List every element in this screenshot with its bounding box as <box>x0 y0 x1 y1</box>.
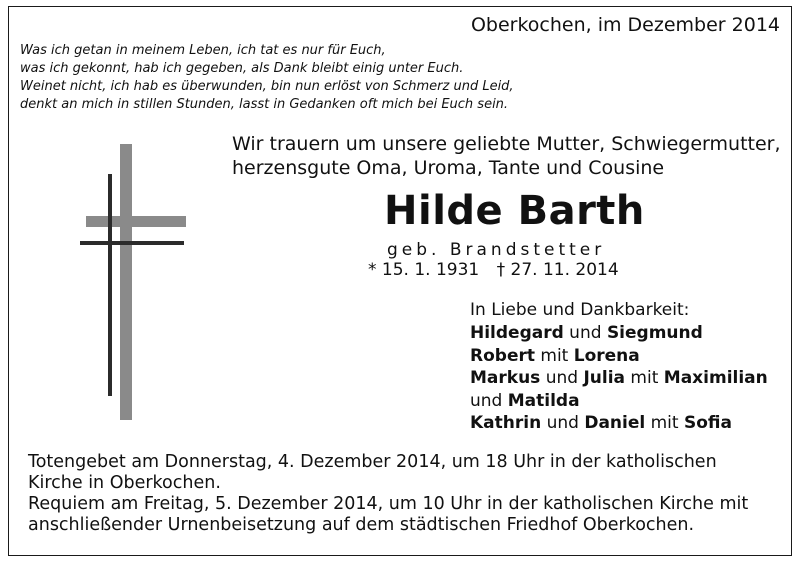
mourner-line <box>470 390 768 413</box>
mourner-name: Maximilian <box>663 368 768 388</box>
mourner-name: Lorena <box>573 345 640 366</box>
service-line: Requiem am Freitag, 5. Dezember 2014, um 10 Uhr in der katholischen Kirche mit <box>28 494 749 514</box>
intro-line: Wir trauern um unsere geliebte Mutter, Schwiegermutter, <box>232 133 781 155</box>
mourner-connector: und <box>563 323 607 343</box>
mourner-connector: und <box>541 413 585 433</box>
poem-line: Was ich getan in meinem Leben, ich tat es nur für Euch, <box>20 43 386 58</box>
mourner-name: Kathrin <box>470 413 542 433</box>
mourner-line <box>470 322 768 345</box>
service-info <box>28 452 748 536</box>
poem-line: denkt an mich in stillen Stunden, lasst in Gedanken oft mich bei Euch sein. <box>20 97 509 112</box>
mourner-line <box>470 367 768 390</box>
deceased-name: Hilde Barth <box>384 188 645 234</box>
mourner-connector: und <box>470 390 508 411</box>
mourner-name: Daniel <box>584 413 646 433</box>
mourner-connector: mit <box>645 413 684 433</box>
poem <box>20 42 514 114</box>
cross-shadow-vertical <box>120 144 132 420</box>
cross-vertical <box>108 174 112 396</box>
cross-shadow-horizontal <box>86 216 186 227</box>
service-line: Totengebet am Donnerstag, 4. Dezember 2014, um 18 Uhr in der katholischen <box>28 452 717 472</box>
mourner-line <box>470 345 768 368</box>
mourner-connector: mit <box>534 345 574 366</box>
mourner-connector: mit <box>625 368 664 388</box>
life-dates <box>368 260 631 280</box>
birth-name: geb. Brandstetter <box>387 240 606 260</box>
mourner-name: Julia <box>583 368 626 388</box>
cross-icon-graphic <box>80 144 190 424</box>
mourner-name: Markus <box>470 368 541 388</box>
mourner-name: Sofia <box>683 413 732 433</box>
death-date: † 27. 11. 2014 <box>496 260 619 280</box>
mourner-line <box>470 412 768 435</box>
mourner-name: Siegmund <box>606 323 703 343</box>
mourner-name: Hildegard <box>470 323 564 343</box>
mourners-heading: In Liebe und Dankbarkeit: <box>470 300 690 320</box>
cross-icon <box>80 144 190 424</box>
intro-text <box>232 132 781 180</box>
place-date: Oberkochen, im Dezember 2014 <box>470 14 780 36</box>
poem-line: Weinet nicht, ich hab es überwunden, bin nun erlöst von Schmerz und Leid, <box>20 79 514 94</box>
poem-line: was ich gekonnt, hab ich gegeben, als Dank bleibt einig unter Euch. <box>20 61 464 76</box>
mourner-name: Robert <box>470 345 535 366</box>
birth-date: * 15. 1. 1931 <box>368 260 480 280</box>
intro-line: herzensgute Oma, Uroma, Tante und Cousine <box>232 157 665 179</box>
service-line: anschließender Urnenbeisetzung auf dem städtischen Friedhof Oberkochen. <box>28 515 695 535</box>
mourner-name: Matilda <box>507 390 580 411</box>
cross-horizontal <box>80 241 184 245</box>
mourner-connector: und <box>540 368 584 388</box>
service-line: Kirche in Oberkochen. <box>28 473 221 493</box>
mourners-list <box>470 322 768 435</box>
